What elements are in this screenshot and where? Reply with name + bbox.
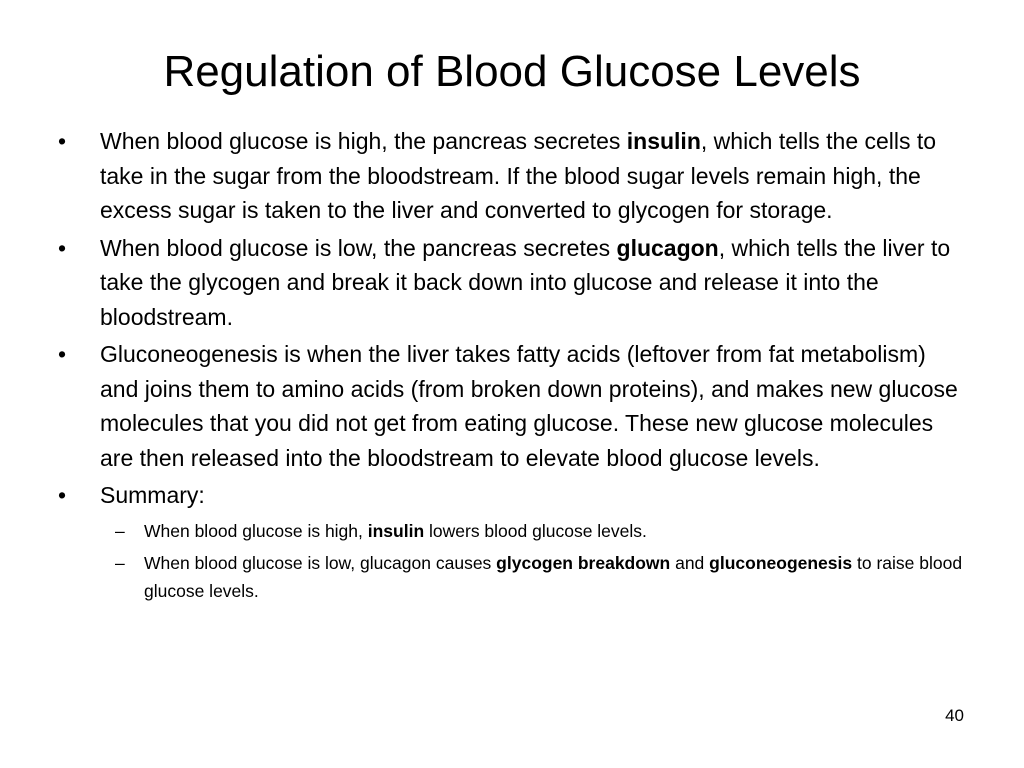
bold-term-glycogen-breakdown: glycogen breakdown [496,552,671,573]
sub-bullet-text: When blood glucose is low, glucagon causes [144,552,497,573]
bold-term-glucagon: glucagon [616,234,719,261]
bullet-text: , which tells the cells to take in the sugar from the bloodstream. If the blood sugar levels remain high, the excess sugar is taken to the liver and converted to glycogen for storage. [100,128,937,223]
sub-bullet-marker: – [115,520,125,541]
bullet-marker: • [58,482,67,508]
sub-bullet-text: When blood glucose is high, [144,520,368,541]
bold-term-gluconeogenesis: gluconeogenesis [709,552,853,573]
bullet-text: , which tells the liver to take the glycogen and break it back down into glucose and release it into the bloodstream. [100,234,951,330]
bullet-marker: • [58,341,67,367]
bold-term-insulin: insulin [626,128,701,154]
bullet-glucagon [58,231,970,335]
bullet-text: When blood glucose is low, the pancreas secretes [100,234,617,261]
summary-item-low [100,549,970,605]
slide-body [58,124,970,609]
slide-title: Regulation of Blood Glucose Levels [163,47,861,96]
sub-bullet-text: to raise blood glucose levels. [144,552,963,601]
page-number: 40 [945,706,964,725]
sub-bullet-text: and [670,552,710,573]
bullet-insulin [58,124,970,228]
bold-term-insulin: insulin [367,520,425,541]
bullet-marker: • [58,128,67,154]
bullet-gluconeogenesis [58,337,970,475]
summary-item-high [100,517,970,545]
bullet-text: Gluconeogenesis is when the liver takes fatty acids (leftover from fat metabolism) and joins them to amino acids (from broken down proteins), and makes new glucose molecules that you did not get from eating glucose. These new glucose molecules are then released into the bloodstream to elevate blood glucose levels. [100,341,958,471]
bullet-text: Summary: [100,482,205,508]
sub-bullet-text: lowers blood glucose levels. [424,520,647,541]
bullet-text: When blood glucose is high, the pancreas secretes [100,128,627,154]
bullet-marker: • [58,234,67,261]
sub-bullet-marker: – [115,552,125,573]
bullet-summary [58,478,970,513]
